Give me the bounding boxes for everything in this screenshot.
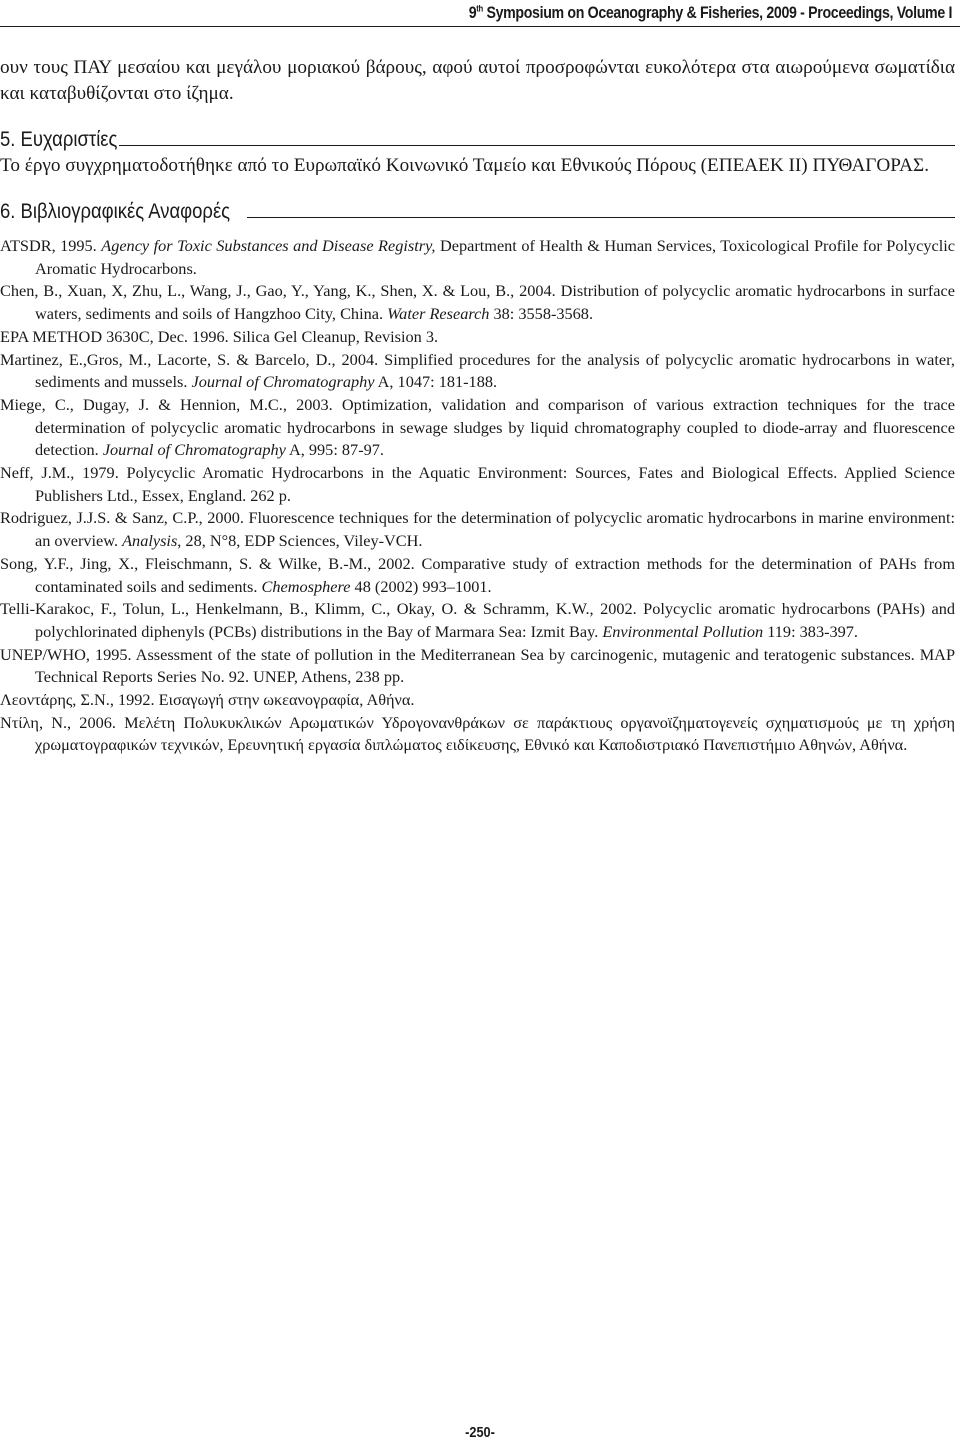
reference-italic: Journal of Chromatography [102,440,286,460]
reference-text: EPA METHOD 3630C, Dec. 1996. Silica Gel Cleanup, Revision 3. [0,326,439,346]
running-header [469,4,952,23]
reference-item [0,326,955,349]
page-number: -250- [465,1424,495,1441]
reference-text: Department of Health & Human Services, Toxicological Profile for Polycyclic Aromatic Hydrocarbons. [35,236,955,278]
acknowledgements-heading-text: 5. Ευχαριστίες [0,128,118,151]
reference-item [0,712,955,757]
running-header-title: Symposium on Oceanography & Fisheries, 2009 - Proceedings, Volume I [482,4,952,22]
reference-text: , 28, N°8, EDP Sciences, Viley-VCH. [177,531,423,551]
references-heading-text: 6. Βιβλιογραφικές Αναφορές [0,200,231,223]
reference-italic: Environmental Pollution [602,621,764,641]
acknowledgements-heading [0,123,955,153]
reference-text: Chen, B., Xuan, X, Zhu, L., Wang, J., Gao, Y., Yang, K., Shen, X. & Lou, B., 2004. Distribution of polycyclic aromatic hydrocarbons in surface waters, sediments and soils of Hangzhoo City, China. [0,281,955,324]
reference-italic: Water Research [387,304,490,324]
reference-italic: Agency for Toxic Substances and Disease Registry, [101,236,436,255]
reference-item [0,689,955,712]
reference-item [0,235,955,280]
reference-text: 38: 3558-3568. [489,304,594,324]
header-rule [0,26,960,27]
acknowledgements-paragraph: Το έργο συγχρηματοδοτήθηκε από το Ευρωπαϊκό Κοινωνικό Ταμείο και Εθνικούς Πόρους (ΕΠΕΑΕΚ ΙΙ) ΠΥΘΑΓΟΡΑΣ. [0,155,929,176]
reference-text: Martinez, E.,Gros, M., Lacorte, S. & Barcelo, D., 2004. Simplified procedures for the analysis of polycyclic aromatic hydrocarbons in water, sediments and mussels. [0,349,955,392]
reference-text: 119: 383-397. [763,621,859,641]
reference-italic: Analysis [122,531,178,551]
reference-item [0,349,955,394]
reference-list [0,235,955,757]
intro-paragraph: ουν τους ΠΑΥ μεσαίου και μεγάλου μοριακού βάρους, αφού αυτοί προσροφώνται ευκολότερα στα αιωρούμενα σωματίδια και καταβυθίζονται στο ίζημα. [0,57,955,104]
reference-item [0,462,955,507]
reference-text: Λεοντάρης, Σ.Ν., 1992. Εισαγωγή στην ωκεανογραφία, Αθήνα. [0,690,415,710]
reference-item [0,394,955,462]
reference-text: Rodriguez, J.J.S. & Sanz, C.P., 2000. Fluorescence techniques for the determination of polycyclic aromatic hydrocarbons in marine environment: an overview. [0,508,955,551]
reference-text: Song, Y.F., Jing, X., Fleischmann, S. & Wilke, B.-M., 2002. Comparative study of extraction methods for the determination of PAHs from contaminated soils and sediments. [0,553,955,596]
reference-item [0,280,955,325]
page-body [0,55,955,757]
reference-text: Telli-Karakoc, F., Tolun, L., Henkelmann, B., Klimm, C., Okay, O. & Schramm, K.W., 2002. Polycyclic aromatic hydrocarbons (PAHs) and polychlorinated diphenyls (PCBs) distributions in the Bay of Marmara Sea: Izmit Bay. [0,599,955,641]
reference-italic: Chemosphere [261,576,351,596]
heading-rule [119,145,955,146]
reference-text: UNEP/WHO, 1995. Assessment of the state of pollution in the Mediterranean Sea by carcinogenic, mutagenic and teratogenic substances. MAP Technical Reports Series No. 92. UNEP, Athens, 238 pp. [0,644,955,687]
heading-rule [247,217,955,218]
references-heading [0,195,955,225]
reference-text: A, 995: 87-97. [285,440,384,460]
running-header-ordinal: 9 [468,4,477,22]
reference-item [0,553,955,598]
reference-item [0,644,955,689]
reference-item [0,507,955,552]
reference-text: A, 1047: 181-188. [374,372,498,392]
reference-text: Ντίλη, Ν., 2006. Μελέτη Πολυκυκλικών Αρωματικών Υδρογονανθράκων σε παράκτιους οργανοϊζηματογενείς σχηματισμούς με τη χρήση χρωματογραφικών τεχνικών, Ερευνητική εργασία διπλώματος ειδίκευσης, Εθνικό και Καποδιστριακό Πανεπιστήμιο Αθηνών, Αθήνα. [0,712,955,755]
running-header-ordinal-suffix: th [476,3,483,14]
reference-text: Neff, J.M., 1979. Polycyclic Aromatic Hydrocarbons in the Aquatic Environment: Sources, Fates and Biological Effects. Applied Science Publishers Ltd., Essex, England. 262 p. [0,463,955,505]
reference-item [0,598,955,643]
reference-text: 48 (2002) 993–1001. [350,576,492,596]
reference-text: Miege, C., Dugay, J. & Hennion, M.C., 2003. Optimization, validation and comparison of various extraction techniques for the trace determination of polycyclic aromatic hydrocarbons in sewage sludges by liquid chromatography coupled to diode-array and fluorescence detection. [0,394,955,460]
reference-italic: Journal of Chromatography [191,372,375,392]
reference-text: ATSDR, 1995. [0,236,102,255]
